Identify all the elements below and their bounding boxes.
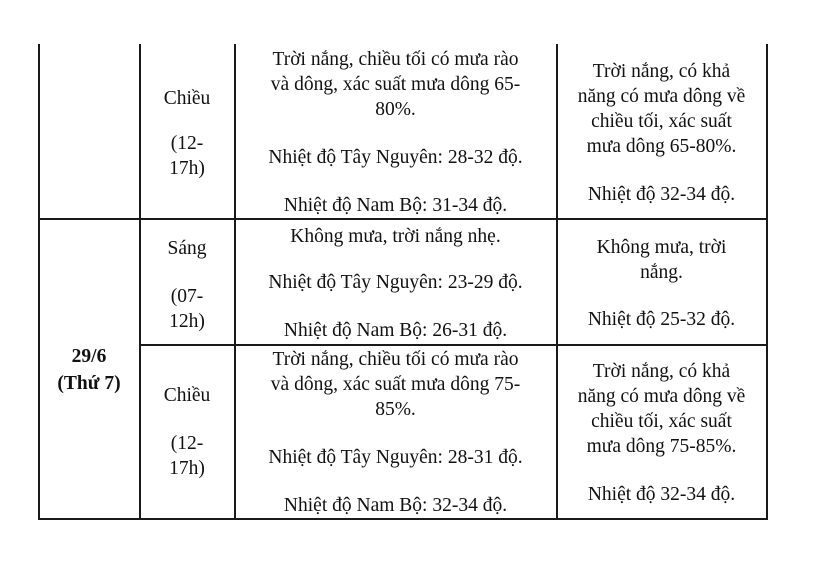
city-desc-line: Trời nắng, có khả — [592, 361, 731, 382]
city-desc-line: năng có mưa dông về — [577, 386, 746, 407]
region-desc-line: Trời nắng, chiều tối có mưa rào — [272, 49, 519, 70]
period-hours-start: (12- — [170, 433, 204, 454]
region-desc-line: Không mưa, trời nắng nhẹ. — [290, 226, 501, 247]
region-desc-line: và dông, xác suất mưa dông 65- — [270, 74, 521, 95]
region-desc-line: và dông, xác suất mưa dông 75- — [270, 374, 521, 395]
region-desc-line: 80%. — [375, 99, 416, 120]
date-label: 29/6 — [71, 346, 107, 367]
city-temp: Nhiệt độ 32-34 độ. — [587, 484, 736, 505]
temp-tay-nguyen: Nhiệt độ Tây Nguyên: 23-29 độ. — [268, 272, 523, 293]
temp-tay-nguyen: Nhiệt độ Tây Nguyên: 28-31 độ. — [268, 447, 523, 468]
period-hours-end: 12h) — [169, 311, 205, 332]
city-desc-line: mưa dông 75-85%. — [586, 436, 737, 457]
city-desc-line: Không mưa, trời — [596, 237, 727, 258]
temp-tay-nguyen: Nhiệt độ Tây Nguyên: 28-32 độ. — [268, 147, 523, 168]
table-border-left — [38, 44, 40, 520]
city-desc-line: năng có mưa dông về — [577, 86, 746, 107]
region-desc-line: Trời nắng, chiều tối có mưa rào — [272, 349, 519, 370]
city-desc-line: chiều tối, xác suất — [591, 111, 732, 132]
region-desc-line: 85%. — [375, 399, 416, 420]
city-temp: Nhiệt độ 25-32 độ. — [587, 309, 736, 330]
temp-nam-bo: Nhiệt độ Nam Bộ: 32-34 độ. — [283, 495, 508, 516]
period-hours-start: (07- — [170, 286, 204, 307]
period-name: Sáng — [167, 238, 207, 259]
temp-nam-bo: Nhiệt độ Nam Bộ: 31-34 độ. — [283, 195, 508, 216]
table-border-bottom — [38, 518, 767, 520]
temp-nam-bo: Nhiệt độ Nam Bộ: 26-31 độ. — [283, 320, 508, 341]
city-desc-line: nắng. — [640, 262, 683, 283]
period-name: Chiều — [163, 88, 211, 109]
row-divider-2 — [139, 344, 767, 346]
period-name: Chiều — [163, 385, 211, 406]
city-desc-line: chiều tối, xác suất — [591, 411, 732, 432]
city-desc-line: Trời nắng, có khả — [592, 61, 731, 82]
period-hours-end: 17h) — [169, 458, 205, 479]
city-desc-line: mưa dông 65-80%. — [586, 136, 737, 157]
period-hours-end: 17h) — [169, 158, 205, 179]
period-hours-start: (12- — [170, 133, 204, 154]
weekday-label: (Thứ 7) — [57, 373, 121, 394]
city-temp: Nhiệt độ 32-34 độ. — [587, 184, 736, 205]
table-border-right — [766, 44, 768, 520]
row-divider-1 — [38, 218, 767, 220]
